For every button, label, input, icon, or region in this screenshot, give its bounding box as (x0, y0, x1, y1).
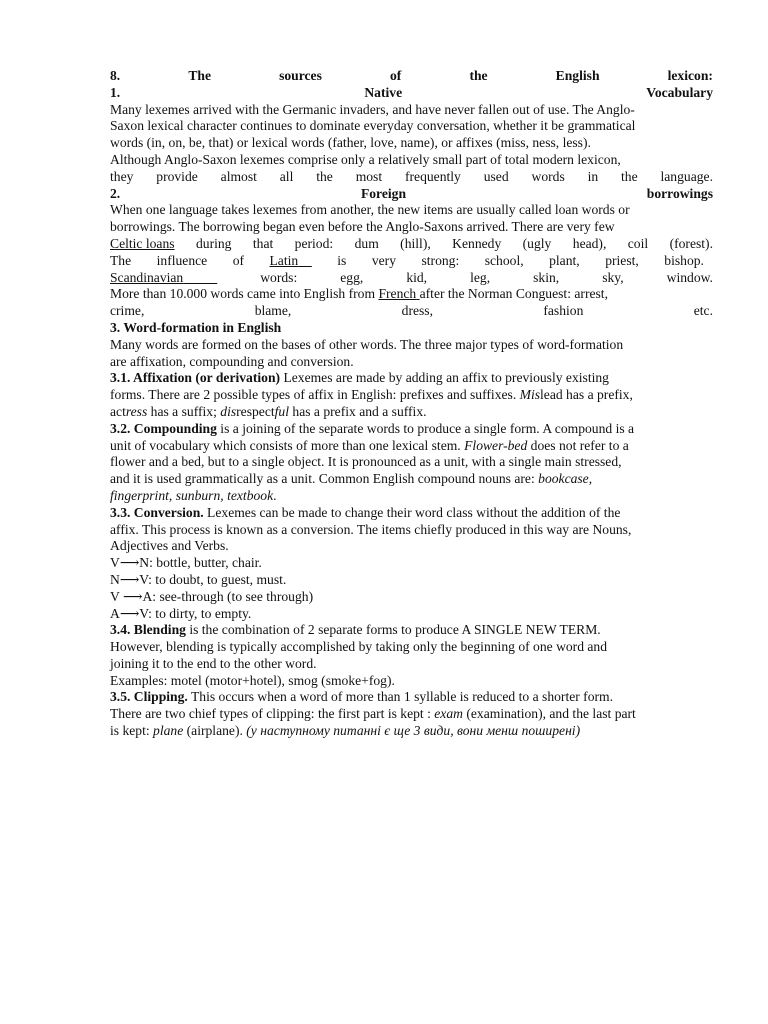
word: dum (354, 235, 379, 251)
celtic-loans-label: Celtic loans (110, 235, 175, 251)
conversion-title: 3.3. Conversion. (110, 504, 204, 520)
conversion-example: A⟶V: to dirty, to empty. (110, 605, 252, 621)
word: head), (572, 235, 607, 251)
blending-line: Examples: motel (motor+hotel), smog (smoke+fog). (110, 672, 395, 688)
conversion-example: N⟶V: to doubt, to guest, must. (110, 571, 287, 587)
word: kid, (406, 269, 428, 285)
word: skin, (533, 269, 560, 285)
word: that (252, 235, 274, 251)
word: blame, (254, 303, 292, 319)
compounding-line (110, 488, 713, 505)
heading-word: 1. (110, 84, 121, 100)
heading-native-vocabulary (110, 85, 713, 102)
native-line: Many lexemes arrived with the Germanic invaders, and have never fallen out of use. The Anglo- (110, 101, 635, 117)
word: language. (660, 168, 713, 184)
word: is (337, 252, 347, 268)
heading-word: English (555, 68, 600, 83)
word: plant, (549, 252, 580, 268)
blending-line: joining it to the end to the other word. (110, 655, 317, 671)
word: frequently (404, 168, 461, 184)
word: almost (220, 168, 257, 184)
heading-word: lexicon: (667, 68, 713, 83)
word: egg, (340, 269, 364, 285)
celtic-line (110, 236, 713, 253)
text: and it is used grammatically as a unit. Common English compound nouns are: (110, 471, 539, 487)
word: period: (294, 235, 334, 251)
text: Lexemes are made by adding an affix to previously existing (280, 370, 609, 386)
blending-line: However, blending is typically accomplished by taking only the beginning of one word and (110, 639, 608, 655)
text: (examination), and the last part (462, 706, 636, 722)
clipping-line (110, 706, 713, 723)
latin-line (110, 253, 704, 270)
word: dress, (401, 303, 433, 319)
word: sky, (602, 269, 624, 285)
compounding-title: 3.2. Compounding (110, 420, 217, 436)
latin-label-text: Latin (269, 252, 299, 268)
text: Lexemes can be made to change their word class without the addition of the (203, 504, 621, 520)
heading-word: Native (364, 84, 403, 100)
affixation-line (110, 370, 713, 387)
foreign-line: When one language takes lexemes from another, the new items are usually called loan words or (110, 202, 630, 218)
italic-text: dis (220, 403, 237, 419)
conversion-line: affix. This process is known as a conversion. The items chiefly produced in this way are Nouns, (110, 521, 632, 537)
scandinavian-line (110, 270, 713, 287)
word: words: (260, 269, 298, 285)
text: forms. There are 2 possible types of affix in English: prefixes and suffixes. (110, 387, 520, 403)
word: fashion (543, 303, 584, 319)
text: . (273, 487, 277, 503)
word: during (195, 235, 232, 251)
heading-foreign-borrowings (110, 186, 713, 203)
scandinavian-label (110, 270, 217, 287)
latin-label (270, 253, 312, 270)
clipping-title: 3.5. Clipping. (110, 689, 188, 705)
heading-word: 2. (110, 185, 121, 201)
text: (airplane). (183, 723, 247, 739)
text: lead has a prefix, (540, 387, 633, 403)
heading-word: Foreign (360, 185, 407, 201)
word: (ugly (522, 235, 552, 251)
text: does not refer to a (527, 437, 629, 453)
french-label (378, 286, 419, 301)
native-line: Saxon lexical character continues to dominate everyday conversation, whether it be grammatical (110, 118, 636, 134)
blending-title: 3.4. Blending (110, 622, 186, 638)
conversion-line: Adjectives and Verbs. (110, 538, 229, 554)
word: most (355, 168, 383, 184)
italic-text: Mis (519, 387, 541, 403)
word: leg, (470, 269, 491, 285)
compounding-line (110, 471, 713, 488)
word: The (110, 252, 132, 268)
conversion-example: V ⟶A: see-through (to see through) (110, 588, 314, 604)
text: is a joining of the separate words to produce a single form. A compound is a (216, 420, 635, 436)
text: has a suffix; (147, 403, 221, 419)
heading-word: The (188, 68, 211, 83)
foreign-last-line (110, 303, 713, 320)
word: (hill), (400, 235, 431, 251)
document-body (110, 68, 713, 740)
native-line: Although Anglo-Saxon lexemes comprise only a relatively small part of total modern lexicon, (110, 151, 621, 167)
heading-word-formation: 3. Word-formation in English (110, 319, 282, 335)
affixation-line (110, 404, 713, 421)
blending-line (110, 622, 713, 639)
ukrainian-note: (у наступному питанні є ще 3 види, вони менш поширені) (246, 723, 581, 739)
affixation-title: 3.1. Affixation (or derivation) (110, 370, 281, 386)
compounding-line: flower and a bed, but to a single object. It is pronounced as a unit, with a single main stressed, (110, 454, 622, 470)
italic-text: bookcase, (538, 471, 593, 487)
italic-text: fingerprint, sunburn, textbook (110, 487, 274, 503)
text: This occurs when a word of more than 1 syllable is reduced to a shorter form. (187, 689, 614, 705)
word: bishop. (664, 252, 704, 268)
word: words (531, 168, 565, 184)
french-label-text: French (378, 286, 417, 302)
wordformation-line: are affixation, compounding and conversion. (110, 353, 354, 369)
word: provide (156, 168, 198, 184)
word: influence (156, 252, 208, 268)
word: priest, (605, 252, 639, 268)
text: unit of vocabulary which consists of more than one lexical stem. (110, 437, 465, 453)
word: crime, (110, 303, 145, 319)
italic-text: exam (434, 706, 463, 722)
text: There are two chief types of clipping: the first part is kept : (110, 706, 435, 722)
french-rest: after the Norman Conguest: arrest, (419, 286, 608, 302)
text: is the combination of 2 separate forms to produce A SINGLE NEW TERM. (185, 622, 601, 638)
heading-word: borrowings (646, 185, 713, 201)
text: respect (236, 403, 275, 419)
foreign-line: borrowings. The borrowing began even before the Anglo-Saxons arrived. There are very few (110, 219, 615, 235)
heading-sources (110, 68, 713, 85)
affixation-line (110, 387, 713, 404)
heading-word: of (390, 68, 402, 83)
word: etc. (693, 303, 713, 319)
clipping-line (110, 723, 713, 740)
italic-text: plane (153, 723, 184, 739)
word: window. (666, 269, 713, 285)
word: very (371, 252, 396, 268)
native-line-justified (110, 169, 713, 186)
text: act (110, 403, 126, 419)
word: all (279, 168, 294, 184)
wordformation-line: Many words are formed on the bases of other words. The three major types of word-formation (110, 336, 624, 352)
compounding-line (110, 438, 713, 455)
word: strong: (421, 252, 460, 268)
native-line: words (in, on, be, that) or lexical words (father, love, name), or affixes (miss, ness, less). (110, 135, 591, 151)
word: the (316, 168, 333, 184)
text: is kept: (110, 723, 154, 739)
word: coil (627, 235, 649, 251)
french-line (110, 286, 713, 303)
conversion-example: V⟶N: bottle, butter, chair. (110, 555, 262, 571)
word: (forest). (669, 235, 713, 251)
italic-text: ful (274, 403, 289, 419)
clipping-line (110, 689, 713, 706)
scandinavian-label-text: Scandinavian (110, 269, 184, 285)
heading-word: Vocabulary (646, 84, 713, 100)
french-pre: More than 10.000 words came into English from (110, 286, 376, 302)
heading-word: the (469, 68, 488, 83)
italic-text: ress (125, 403, 148, 419)
word: Kennedy (452, 235, 502, 251)
heading-word: sources (279, 68, 322, 83)
compounding-line (110, 421, 713, 438)
conversion-line (110, 505, 713, 522)
word: in (587, 168, 599, 184)
word: used (483, 168, 509, 184)
word: the (621, 168, 638, 184)
heading-word: 8. (110, 68, 121, 83)
word: school, (484, 252, 524, 268)
word: they (110, 168, 134, 184)
italic-text: Flower-bed (464, 437, 528, 453)
text: has a prefix and a suffix. (289, 403, 427, 419)
word: of (232, 252, 245, 268)
